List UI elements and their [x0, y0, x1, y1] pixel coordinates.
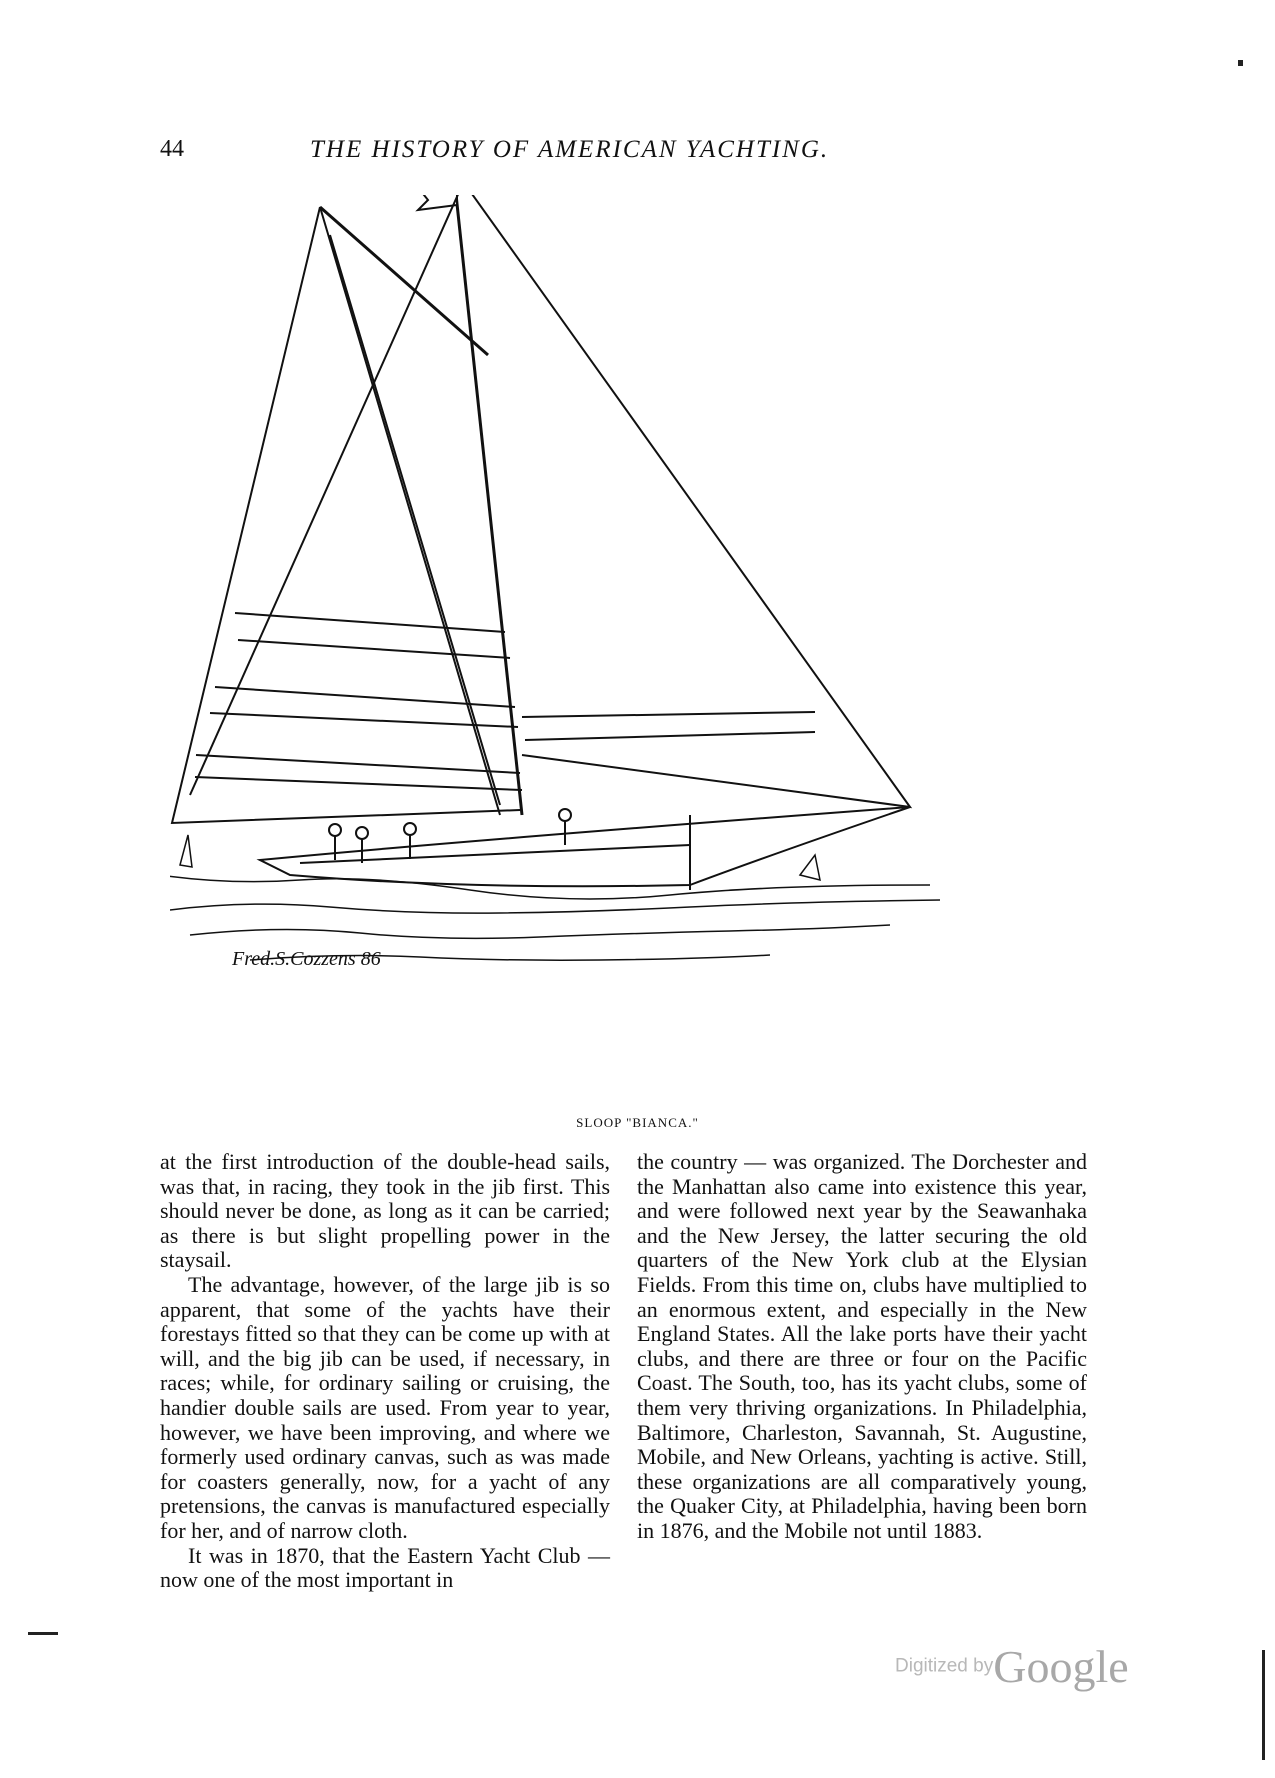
artist-signature: Fred.S.Cozzens 86: [232, 948, 381, 970]
left-paragraph: at the first introduction of the double-head sails, was that, in racing, they took in the jib first. This should never be done, as long as it can be carried; as there is but slight propelling power in the staysail.: [160, 1149, 610, 1273]
page-number: 44: [160, 136, 184, 162]
figure-caption: SLOOP "BIANCA.": [576, 1115, 699, 1130]
scan-mark: [28, 1632, 58, 1635]
running-title: THE HISTORY OF AMERICAN YACHTING.: [310, 136, 830, 163]
left-column: [160, 1150, 610, 1593]
right-column: [637, 1150, 1087, 1544]
sloop-illustration: [170, 195, 1090, 1125]
digitized-watermark: [895, 1640, 1129, 1700]
scan-mark: [1262, 1650, 1265, 1760]
left-paragraph: It was in 1870, that the Eastern Yacht Club — now one of the most important in: [160, 1542, 610, 1593]
left-paragraph: The advantage, however, of the large jib is so apparent, that some of the yachts have their forestays fitted so that they can be come up with at will, and the big jib can be used, if necessary, in races; while, for ordinary sailing or cruising, the handier double sails are used. From year to year, however, we have been improving, and where we formerly used ordinary canvas, such as was made for coasters generally, now, for a yacht of any pretensions, the canvas is manufactured especially for her, and of narrow cloth.: [160, 1271, 610, 1543]
right-paragraph: the country — was organized. The Dorchester and the Manhattan also came into existence this year, and were followed next year by the Seawanhaka and the New Jersey, the latter securing the old quarters of the New York club at the Elysian Fields. From this time on, clubs have multiplied to an enormous extent, and especially in the New England States. All the lake ports have their yacht clubs, and there are three or four on the Pacific Coast. The South, too, has its yacht clubs, some of them very thriving organizations. In Philadelphia, Baltimore, Charleston, Savannah, St. Augustine, Mobile, and New Orleans, yachting is active. Still, these organizations are all comparatively young, the Quaker City, at Philadelphia, having been born in 1876, and the Mobile not until 1883.: [637, 1149, 1087, 1543]
page-header: [160, 136, 920, 176]
google-logo: Google: [993, 1641, 1129, 1692]
scan-mark: [1238, 60, 1243, 66]
watermark-prefix: Digitized by: [895, 1655, 994, 1677]
